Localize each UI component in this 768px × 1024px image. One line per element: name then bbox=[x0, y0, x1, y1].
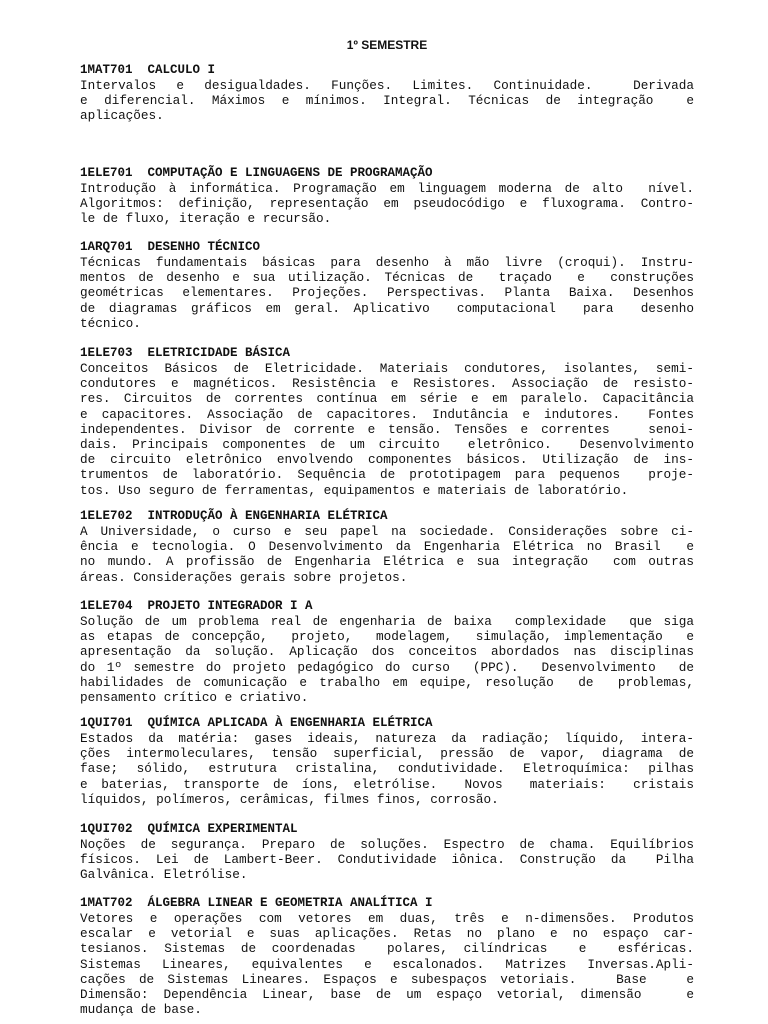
course-description bbox=[80, 255, 694, 331]
text-line: e capacitores. Associação de capacitores. Indutância e indutores. Fontes bbox=[80, 406, 694, 422]
text-line: res. Circuitos de correntes contínua em série e em paralelo. Capacitância bbox=[80, 391, 694, 407]
text-line: geométricas elementares. Projeções. Perspectivas. Planta Baixa. Desenhos bbox=[80, 285, 694, 301]
text-line: Sistemas Lineares, equivalentes e escalonados. Matrizes Inversas.Apli- bbox=[80, 956, 694, 972]
text-line: Estados da matéria: gases ideais, natureza da radiação; líquido, intera- bbox=[80, 731, 694, 746]
course-heading: 1QUI701 QUÍMICA APLICADA À ENGENHARIA ELÉTRICA bbox=[80, 716, 433, 730]
text-line: condutores e magnéticos. Resistência e Resistores. Associação de resisto- bbox=[80, 376, 694, 392]
text-line: Técnicas fundamentais básicas para desenho à mão livre (croqui). Instru- bbox=[80, 255, 694, 270]
text-line: e baterias, transporte de íons, eletrólise. Novos materiais: cristais bbox=[80, 776, 694, 792]
text-line: Conceitos Básicos de Eletricidade. Materiais condutores, isolantes, semi- bbox=[80, 361, 694, 376]
text-line: escalar e vetorial e suas aplicações. Retas no plano e no espaço car- bbox=[80, 926, 694, 942]
text-line: Introdução à informática. Programação em linguagem moderna de alto nível. bbox=[80, 181, 694, 196]
text-line: tesianos. Sistemas de coordenadas polares, cilíndricas e esféricas. bbox=[80, 941, 694, 957]
course-heading: 1MAT702 ÁLGEBRA LINEAR E GEOMETRIA ANALÍTICA I bbox=[80, 896, 433, 910]
text-line: trumentos de laboratório. Sequência de prototipagem para pequenos proje- bbox=[80, 467, 694, 483]
course-quimica-aplicada bbox=[80, 716, 694, 807]
text-line: Galvânica. Eletrólise. bbox=[80, 867, 248, 883]
text-line: Intervalos e desigualdades. Funções. Limites. Continuidade. Derivada bbox=[80, 78, 694, 93]
text-line: A Universidade, o curso e seu papel na sociedade. Considerações sobre ci- bbox=[80, 524, 694, 539]
course-calculo-i bbox=[80, 63, 694, 124]
course-description bbox=[80, 731, 694, 807]
text-line: áreas. Considerações gerais sobre projetos. bbox=[80, 569, 408, 585]
text-line: técnico. bbox=[80, 315, 141, 331]
course-heading: 1QUI702 QUÍMICA EXPERIMENTAL bbox=[80, 822, 298, 836]
course-computacao bbox=[80, 166, 694, 227]
course-heading: 1ELE701 COMPUTAÇÃO E LINGUAGENS DE PROGRAMAÇÃO bbox=[80, 166, 433, 180]
text-line: pensamento crítico e criativo. bbox=[80, 689, 309, 705]
text-line: habilidades de comunicação e trabalho em equipe, resolução de problemas, bbox=[80, 674, 694, 690]
text-line: dais. Principais componentes de um circuito eletrônico. Desenvolvimento bbox=[80, 436, 694, 452]
text-line: ções intermoleculares, tensão superficial, pressão de vapor, diagrama de bbox=[80, 746, 694, 762]
course-description bbox=[80, 361, 694, 498]
course-heading: 1ELE702 INTRODUÇÃO À ENGENHARIA ELÉTRICA bbox=[80, 509, 388, 523]
course-desenho-tecnico bbox=[80, 240, 694, 331]
course-description bbox=[80, 78, 694, 124]
text-line: independentes. Divisor de corrente e tensão. Tensões e correntes senoi- bbox=[80, 421, 694, 437]
text-line: no mundo. A profissão de Engenharia Elétrica e sua integração com outras bbox=[80, 554, 694, 570]
course-heading: 1ARQ701 DESENHO TÉCNICO bbox=[80, 240, 261, 254]
text-line: líquidos, polímeros, cerâmicas, filmes finos, corrosão. bbox=[80, 791, 499, 807]
text-line: e diferencial. Máximos e mínimos. Integral. Técnicas de integração e bbox=[80, 93, 694, 109]
text-line: físicos. Lei de Lambert-Beer. Condutividade iônica. Construção da Pilha bbox=[80, 852, 694, 868]
text-line: ência e tecnologia. O Desenvolvimento da Engenharia Elétrica no Brasil e bbox=[80, 539, 694, 555]
course-description bbox=[80, 181, 694, 227]
text-line: Noções de segurança. Preparo de soluções. Espectro de chama. Equilíbrios bbox=[80, 837, 694, 852]
course-heading: 1MAT701 CALCULO I bbox=[80, 63, 216, 77]
course-algebra-linear bbox=[80, 896, 694, 1017]
course-description bbox=[80, 524, 694, 585]
text-line: tos. Uso seguro de ferramentas, equipamentos e materiais de laboratório. bbox=[80, 482, 629, 498]
semester-title: 1º SEMESTRE bbox=[346, 38, 428, 52]
text-line: apresentação da solução. Aplicação dos conceitos abordados nas disciplinas bbox=[80, 644, 694, 660]
course-description bbox=[80, 837, 694, 883]
course-intro-engenharia bbox=[80, 509, 694, 585]
text-line: mudança de base. bbox=[80, 1002, 202, 1018]
text-line: le de fluxo, iteração e recursão. bbox=[80, 211, 332, 227]
text-line: Solução de um problema real de engenharia de baixa complexidade que siga bbox=[80, 614, 694, 629]
course-eletricidade-basica bbox=[80, 346, 694, 498]
course-projeto-integrador bbox=[80, 599, 694, 705]
text-line: fase; sólido, estrutura cristalina, condutividade. Eletroquímica: pilhas bbox=[80, 761, 694, 777]
text-line: Vetores e operações com vetores em duas, três e n-dimensões. Produtos bbox=[80, 911, 694, 926]
text-line: mentos de desenho e sua utilização. Técnicas de traçado e construções bbox=[80, 270, 694, 286]
text-line: de circuito eletrônico envolvendo componentes básicos. Utilização de ins- bbox=[80, 452, 694, 468]
text-line: cações de Sistemas Lineares. Espaços e subespaços vetoriais. Base e bbox=[80, 971, 694, 987]
text-line: de diagramas gráficos em geral. Aplicativo computacional para desenho bbox=[80, 300, 694, 316]
text-line: do 1º semestre do projeto pedagógico do curso (PPC). Desenvolvimento de bbox=[80, 659, 694, 675]
text-line: as etapas de concepção, projeto, modelagem, simulação, implementação e bbox=[80, 629, 694, 645]
text-line: Algoritmos: definição, representação em pseudocódigo e fluxograma. Contro- bbox=[80, 196, 694, 212]
course-quimica-experimental bbox=[80, 822, 694, 883]
text-line: Dimensão: Dependência Linear, base de um espaço vetorial, dimensão e bbox=[80, 986, 694, 1002]
text-line: aplicações. bbox=[80, 108, 164, 124]
course-description bbox=[80, 614, 694, 705]
course-description bbox=[80, 911, 694, 1017]
course-heading: 1ELE704 PROJETO INTEGRADOR I A bbox=[80, 599, 313, 613]
course-heading: 1ELE703 ELETRICIDADE BÁSICA bbox=[80, 346, 291, 360]
